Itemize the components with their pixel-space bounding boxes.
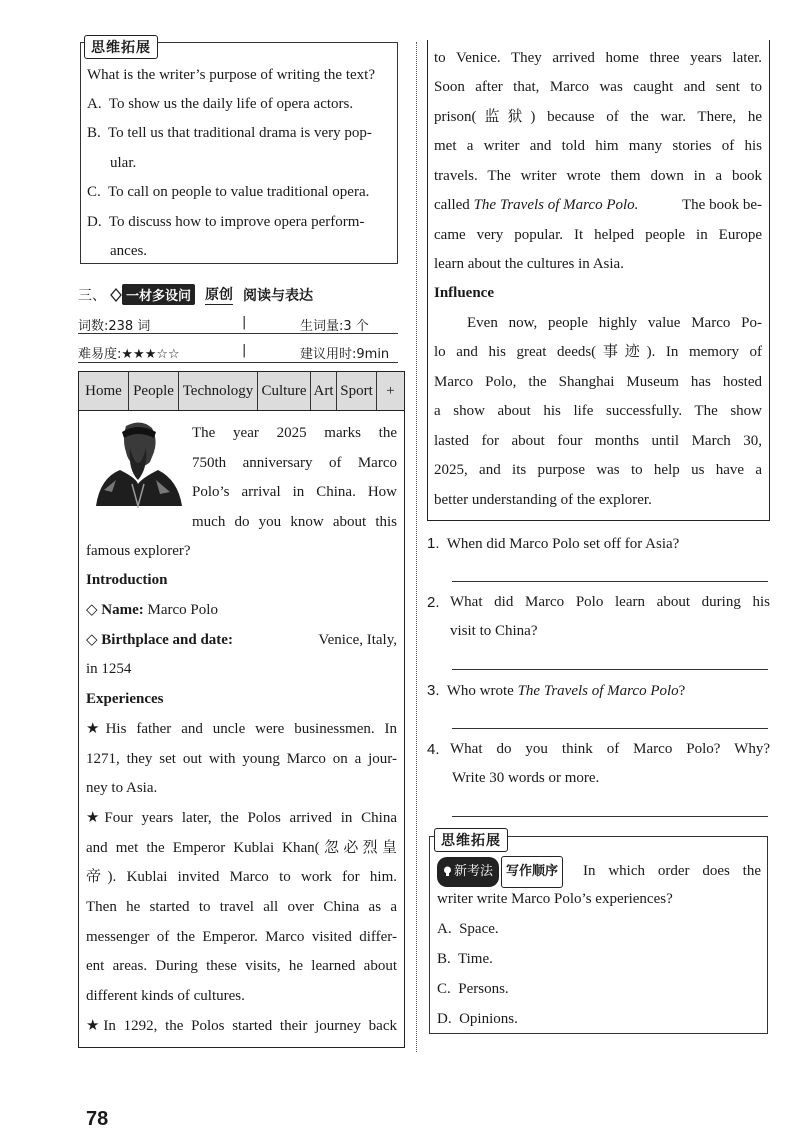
stats-sep-1: | (242, 315, 247, 330)
intro-line-5: famous explorer? (86, 543, 191, 559)
answer-line-1[interactable] (452, 581, 768, 582)
exp-line-9: ent areas. During these visits, he learned about (86, 958, 397, 974)
page-number: 78 (86, 1108, 109, 1130)
suggested-time: 建议用时:9min (300, 347, 390, 362)
tab-people[interactable]: People (129, 372, 179, 410)
thinking-extension-tag-bottom: 思维拓展 (434, 828, 508, 852)
stats-underline-1 (78, 333, 398, 334)
intro-line-4: much do you know about this (192, 514, 397, 530)
exp-line-2: 1271, they set out with young Marco on a jour- (86, 751, 397, 767)
marco-polo-portrait (86, 418, 186, 508)
top-option-d: D. To discuss how to improve opera perform- (87, 214, 365, 230)
question-4: 4. What do you think of Marco Polo? Why? (427, 741, 770, 758)
stats-underline-2 (78, 362, 398, 363)
stats-sep-2: | (242, 343, 247, 358)
word-count: 词数:238 词 (78, 319, 151, 334)
diamond-icon (110, 288, 122, 302)
tab-sport[interactable]: Sport (337, 372, 377, 410)
intro-line-2: 750th anniversary of Marco (192, 455, 397, 471)
name-line: ◇ Name: Marco Polo (86, 602, 218, 618)
column-divider (416, 42, 417, 1052)
influence-line-7: better understanding of the explorer. (434, 492, 652, 508)
book-title: The Travels of Marco Polo. (473, 197, 639, 213)
new-words: 生词量:3 个 (300, 319, 369, 334)
question-3: 3. Who wrote The Travels of Marco Polo? (427, 682, 686, 699)
difficulty: 难易度:★★★☆☆ (78, 347, 180, 362)
right-line-3: prison(监狱) because of the war. There, he (434, 109, 762, 125)
birth-line: ◇ Birthplace and date: Venice, Italy, (86, 632, 397, 648)
top-question: What is the writer’s purpose of writing the text? (87, 67, 375, 83)
exp-line-11: ★In 1292, the Polos started their journey back (86, 1018, 397, 1034)
influence-heading: Influence (434, 285, 494, 301)
tab-technology[interactable]: Technology (179, 372, 258, 410)
influence-line-4: a show about his life successfully. The show (434, 403, 762, 419)
section-header (78, 284, 313, 305)
section-title: 阅读与表达 (243, 287, 314, 304)
top-option-b-cont: ular. (110, 155, 137, 171)
top-option-d-cont: ances. (110, 243, 148, 259)
exp-line-5: and met the Emperor Kublai Khan(忽必烈皇 (86, 840, 397, 856)
question-2: 2. What did Marco Polo learn about during his (427, 594, 770, 611)
tab-culture[interactable]: Culture (258, 372, 311, 410)
influence-line-3: Marco Polo, the Shanghai Museum has hosted (434, 374, 762, 390)
exp-line-4: ★Four years later, the Polos arrived in China (86, 810, 397, 826)
intro-line-1: The year 2025 marks the (192, 425, 397, 441)
section-badge: 一材多设问 (110, 284, 195, 305)
influence-line-2: lo and his great deeds(事迹). In memory of (434, 344, 762, 360)
bottom-option-b: B. Time. (437, 951, 493, 967)
intro-line-3: Polo’s arrival in China. How (192, 484, 397, 500)
new-exam-badge: 新考法 (437, 857, 499, 887)
top-option-a: A. To show us the daily life of opera actors. (87, 96, 354, 112)
top-option-c: C. To call on people to value traditional opera. (87, 184, 370, 200)
experiences-heading: Experiences (86, 691, 164, 707)
website-nav-tabs (78, 371, 405, 411)
introduction-heading: Introduction (86, 572, 168, 588)
answer-line-2[interactable] (452, 669, 768, 670)
thinking-extension-tag: 思维拓展 (84, 35, 158, 59)
tab-home[interactable]: Home (79, 372, 129, 410)
bottom-option-d: D. Opinions. (437, 1011, 518, 1027)
right-line-4: met a writer and told him many stories of his (434, 138, 762, 154)
influence-line-6: 2025, and its purpose was to help us have a (434, 462, 762, 478)
right-line-1: to Venice. They arrived home three years later. (434, 50, 762, 66)
right-line-8: learn about the cultures in Asia. (434, 256, 624, 272)
question-2-cont: visit to China? (450, 623, 538, 639)
exp-line-1: ★His father and uncle were businessmen. In (86, 721, 397, 737)
question-4-cont: Write 30 words or more. (452, 770, 600, 786)
bulb-icon (443, 866, 452, 877)
bottom-question-line-2: writer write Marco Polo’s experiences? (437, 891, 673, 907)
exp-line-8: messenger of the Emperor. Marco visited differ- (86, 929, 397, 945)
bottom-question-line-1: 新考法 写作顺序 In which order does the (437, 856, 761, 888)
right-line-2: Soon after that, Marco was caught and sent to (434, 79, 762, 95)
original-label: 原创 (205, 284, 233, 305)
exp-line-7: Then he started to travel all over China as a (86, 899, 397, 915)
right-line-7: came very popular. It helped people in Europe (434, 227, 762, 243)
tab-add-icon[interactable]: + (386, 383, 395, 399)
exp-line-10: different kinds of cultures. (86, 988, 245, 1004)
bottom-option-c: C. Persons. (437, 981, 509, 997)
tab-art[interactable]: Art (311, 372, 337, 410)
influence-line-1: Even now, people highly value Marco Po- (467, 315, 762, 331)
section-number: 三、 (78, 287, 106, 304)
question-1: 1. When did Marco Polo set off for Asia? (427, 535, 680, 552)
answer-line-4[interactable] (452, 816, 768, 817)
birth-year: in 1254 (86, 661, 132, 677)
writing-order-badge: 写作顺序 (501, 856, 563, 888)
right-line-5: travels. The writer wrote them down in a book (434, 168, 762, 184)
right-line-6: called The Travels of Marco Polo. The book be- (434, 197, 762, 213)
top-option-b: B. To tell us that traditional drama is very pop- (87, 125, 372, 141)
influence-line-5: lasted for about four months until March 30, (434, 433, 762, 449)
exp-line-6: 帝). Kublai invited Marco to work for him. (86, 869, 397, 885)
answer-line-3[interactable] (452, 728, 768, 729)
exp-line-3: ney to Asia. (86, 780, 158, 796)
bottom-option-a: A. Space. (437, 921, 499, 937)
